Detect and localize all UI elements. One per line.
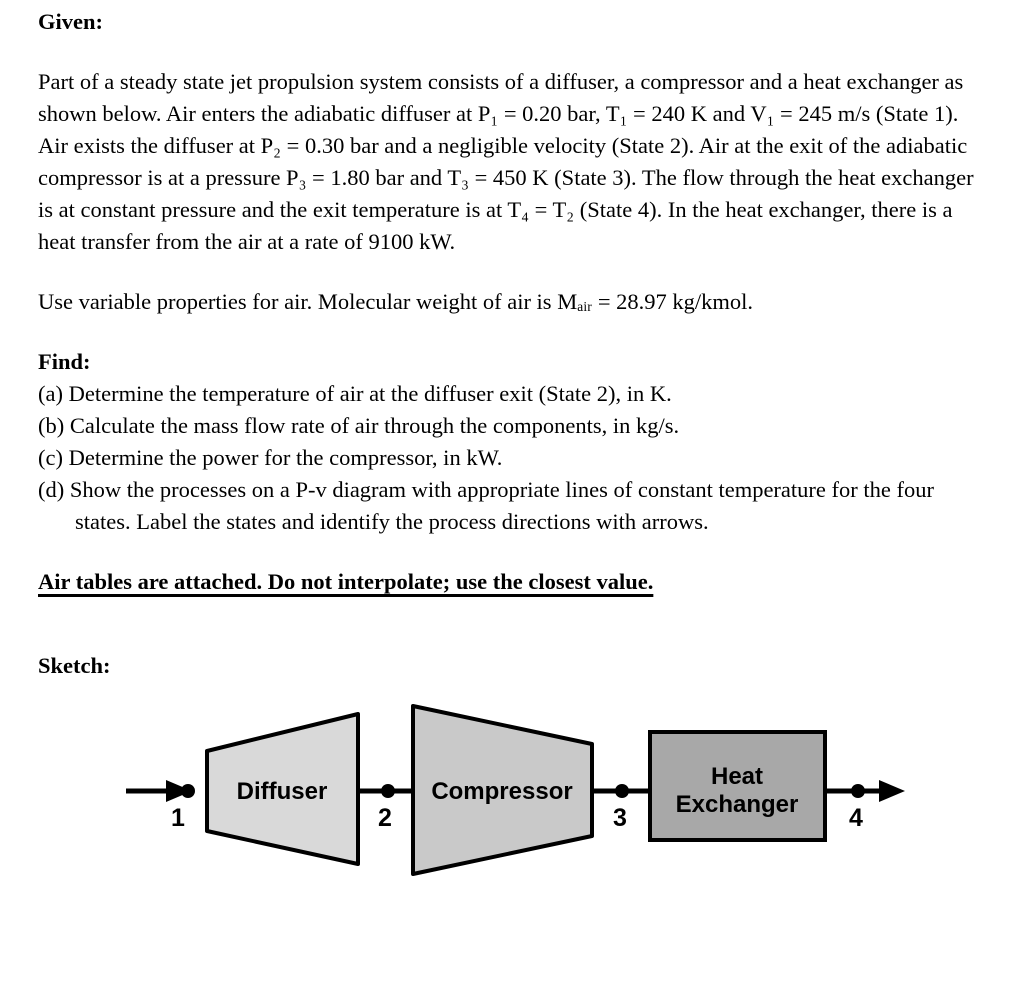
state-point-4-dot [851, 784, 865, 798]
problem-paragraph: Part of a steady state jet propulsion system consists of a diffuser, a compressor and a heat exchanger as shown below. Air enters the adiabatic diffuser at P₁ = 0.20 bar, T₁ = 240 K and V₁ = 245 m/s (State 1). Air exists the diffuser at P₂ = 0.30 bar and a negligible velocity (State 2). Air at the exit of the adiabatic compressor is at a pressure P₃ = 1.80 bar and T₃ = 450 K (State 3). The flow through the heat exchanger is at constant pressure and the exit temperature is at T₄ = T₂ (State 4). In the heat exchanger, there is a heat transfer from the air at a rate of 9100 kW. [38, 69, 974, 254]
find-item-a: (a) Determine the temperature of air at the diffuser exit (State 2), in K. [38, 381, 672, 406]
state-label-2: 2 [378, 804, 392, 832]
diffuser-label: Diffuser [236, 778, 328, 805]
sketch-diagram [0, 684, 984, 908]
properties-paragraph: Use variable properties for air. Molecular weight of air is Mₐᵢᵣ = 28.97 kg/kmol. [38, 289, 754, 314]
find-heading: Find: [38, 349, 91, 374]
state-point-3-dot [615, 784, 629, 798]
state-label-1: 1 [171, 804, 185, 832]
air-tables-note [38, 566, 984, 598]
find-item-c: (c) Determine the power for the compressor, in kW. [38, 445, 503, 470]
find-item-d: (d) Show the processes on a P-v diagram with appropriate lines of constant temperature for the four states. Label the states and identify the process directions with arrows. [38, 477, 934, 534]
find-item-b: (b) Calculate the mass flow rate of air through the components, in kg/s. [38, 413, 680, 438]
state-point-2-dot [381, 784, 395, 798]
air-tables-note-text: Air tables are attached. Do not interpolate; use the closest value. [38, 569, 654, 594]
given-heading: Given: [38, 9, 103, 34]
sketch-heading: Sketch: [38, 653, 111, 678]
find-list [38, 378, 984, 538]
state-label-3: 3 [613, 804, 627, 832]
state-label-4: 4 [849, 804, 863, 832]
heat-exchanger-label-line2: Exchanger [675, 791, 799, 818]
outlet-arrow-icon [879, 780, 905, 802]
heat-exchanger-label-line1: Heat [710, 763, 764, 790]
sketch-svg [0, 684, 1012, 899]
state-point-1-dot [181, 784, 195, 798]
compressor-label: Compressor [431, 778, 573, 805]
